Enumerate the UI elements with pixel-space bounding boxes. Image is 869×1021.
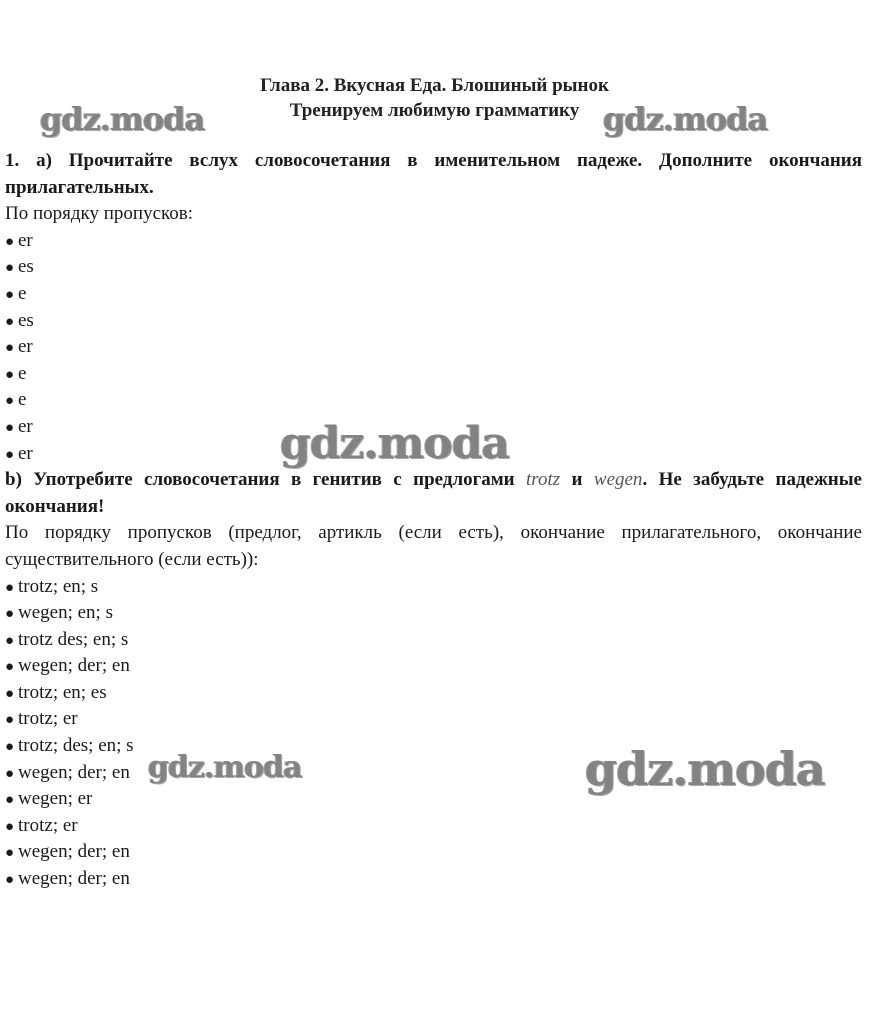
answer-item bbox=[5, 334, 862, 361]
answer-item bbox=[5, 361, 862, 388]
answer-item bbox=[5, 254, 862, 281]
document-content bbox=[5, 148, 862, 893]
answer-item bbox=[5, 866, 862, 893]
answer-item bbox=[5, 441, 862, 468]
answer-item bbox=[5, 387, 862, 414]
answer-text: trotz; er bbox=[18, 814, 78, 836]
watermark-logo: gdz.moda bbox=[585, 742, 825, 796]
answer-text: wegen; der; en bbox=[18, 868, 130, 890]
bullet-icon: ● bbox=[5, 446, 15, 463]
bullet-icon: ● bbox=[5, 286, 15, 303]
bullet-icon: ● bbox=[5, 393, 15, 410]
answer-item bbox=[5, 574, 862, 601]
section-subtitle: Тренируем любимую грамматику bbox=[289, 100, 580, 121]
answer-text: er bbox=[18, 442, 33, 464]
bullet-icon: ● bbox=[5, 659, 15, 676]
answer-text: es bbox=[18, 256, 34, 278]
answer-item bbox=[5, 839, 862, 866]
task-1a-intro: По порядку пропусков: bbox=[5, 203, 194, 225]
answer-text: e bbox=[18, 362, 27, 384]
bullet-icon: ● bbox=[5, 845, 15, 862]
watermark-logo: gdz.moda bbox=[40, 100, 205, 138]
answer-item bbox=[5, 813, 862, 840]
answer-item bbox=[5, 706, 862, 733]
bullet-icon: ● bbox=[5, 313, 15, 330]
answer-item bbox=[5, 733, 862, 760]
answer-text: e bbox=[18, 389, 27, 411]
bullet-icon: ● bbox=[5, 606, 15, 623]
bullet-icon: ● bbox=[5, 233, 15, 250]
answer-text: e bbox=[18, 282, 27, 304]
watermark-logo: gdz.moda bbox=[603, 100, 768, 138]
task-1b-italic-wegen: wegen bbox=[593, 469, 643, 491]
task-1b-heading-text-1: b) Употребите словосочетания в генитив с предлогами bbox=[5, 469, 527, 491]
answer-text: wegen; er bbox=[18, 788, 93, 810]
bullet-icon: ● bbox=[5, 685, 15, 702]
answer-item bbox=[5, 281, 862, 308]
answer-text: trotz; er bbox=[18, 708, 78, 730]
bullet-icon: ● bbox=[5, 419, 15, 436]
bullet-icon: ● bbox=[5, 739, 15, 756]
answer-text: wegen; en; s bbox=[18, 602, 113, 624]
bullet-icon: ● bbox=[5, 260, 15, 277]
chapter-title: Глава 2. Вкусная Еда. Блошиный рынок bbox=[260, 75, 609, 96]
bullet-icon: ● bbox=[5, 792, 15, 809]
task-1b-italic-trotz: trotz bbox=[526, 469, 561, 491]
task-1b-heading-text-2: и bbox=[560, 469, 594, 491]
answer-item bbox=[5, 228, 862, 255]
task-1a-heading: 1. а) Прочитайте вслух словосочетания в именительном падеже. Дополните окончания прилагательных. bbox=[5, 150, 862, 198]
answer-text: er bbox=[18, 229, 33, 251]
bullet-icon: ● bbox=[5, 765, 15, 782]
answer-text: wegen; der; en bbox=[18, 761, 130, 783]
answer-item bbox=[5, 786, 862, 813]
answer-text: trotz; des; en; s bbox=[18, 735, 134, 757]
watermark-logo: gdz.moda bbox=[280, 418, 510, 469]
answer-item bbox=[5, 308, 862, 335]
bullet-icon: ● bbox=[5, 818, 15, 835]
task-1b-answer-list bbox=[5, 574, 862, 893]
answer-item bbox=[5, 627, 862, 654]
bullet-icon: ● bbox=[5, 366, 15, 383]
bullet-icon: ● bbox=[5, 632, 15, 649]
bullet-icon: ● bbox=[5, 872, 15, 889]
task-1b-intro: По порядку пропусков (предлог, артикль (если есть), окончание прилагательного, окончание существительного (если есть)): bbox=[5, 522, 862, 570]
task-1b-heading bbox=[5, 467, 862, 520]
answer-item bbox=[5, 760, 862, 787]
answer-text: trotz; en; s bbox=[18, 575, 99, 597]
task-1b-heading-text-3: . Не забудьте падежные окончания! bbox=[5, 469, 862, 517]
answer-text: trotz; en; es bbox=[18, 681, 107, 703]
answer-item bbox=[5, 600, 862, 627]
answer-text: es bbox=[18, 309, 34, 331]
answer-text: er bbox=[18, 415, 33, 437]
task-1a-answer-list bbox=[5, 228, 862, 467]
watermark-logo: gdz.moda bbox=[148, 750, 302, 785]
answer-item bbox=[5, 653, 862, 680]
bullet-icon: ● bbox=[5, 712, 15, 729]
answer-item bbox=[5, 680, 862, 707]
answer-item bbox=[5, 414, 862, 441]
bullet-icon: ● bbox=[5, 340, 15, 357]
answer-text: wegen; der; en bbox=[18, 655, 130, 677]
answer-text: er bbox=[18, 336, 33, 358]
bullet-icon: ● bbox=[5, 579, 15, 596]
answer-text: wegen; der; en bbox=[18, 841, 130, 863]
answer-text: trotz des; en; s bbox=[18, 628, 129, 650]
